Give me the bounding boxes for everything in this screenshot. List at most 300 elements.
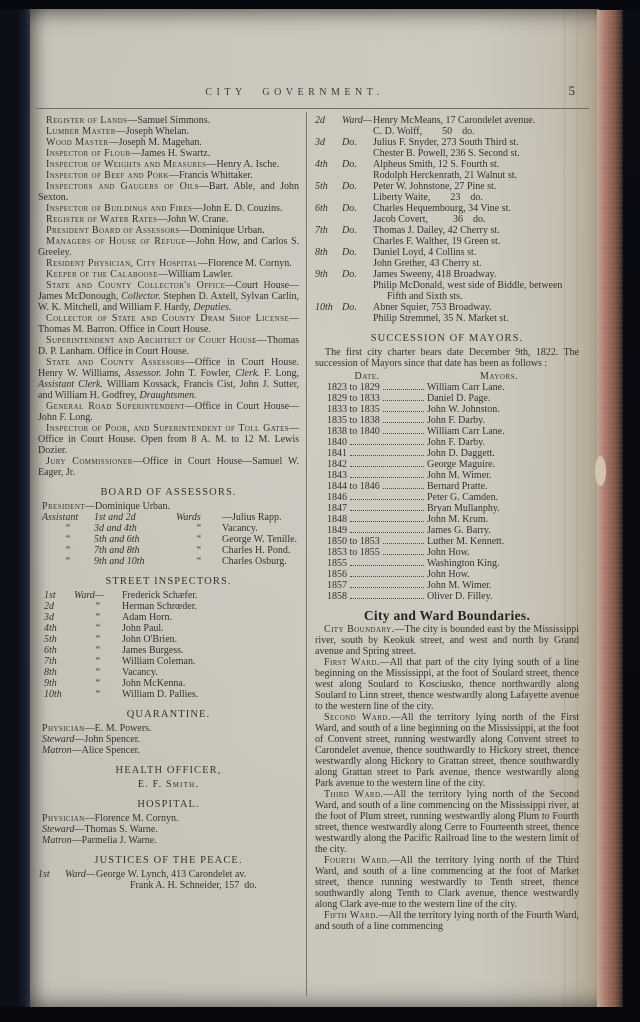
section-heading-street-inspectors: STREET INSPECTORS.: [105, 576, 232, 587]
assessor-cell: Assistant: [42, 512, 79, 523]
dot-leader: [350, 444, 424, 445]
small-caps-text: General Road Superintendent: [46, 401, 185, 412]
street-cell: “: [95, 623, 101, 634]
assessor-cell: 5th and 6th: [94, 534, 140, 545]
officer-entry: [38, 258, 299, 269]
justice-ward-word: Do.: [342, 269, 357, 280]
justice-line: Thomas J. Dailey, 42 Cherry st.: [373, 225, 500, 236]
plain-text: —Thomas D. P. Lanham. Office in Court House.: [38, 335, 300, 357]
officer-entry: [38, 313, 299, 335]
street-cell: Ward—: [74, 590, 104, 601]
mayors-col-date: Date.: [354, 371, 380, 382]
boundary-text: —All that part of the city lying south of a line beginning on the Mississippi, at the foot of Soulard street, thence west along Soulard to Kosciusko, thence northwardly along Soulard to Linn street, thence westwardly along Lafayette avenue to the western line of the city.: [315, 657, 579, 712]
justice-line: Frank A. H. Schneider, 157 do.: [130, 880, 257, 891]
street-cell: 4th: [44, 623, 57, 634]
dot-leader: [350, 455, 424, 456]
assessor-row: [38, 523, 299, 534]
background-top-band: [0, 0, 640, 9]
dot-leader: [350, 499, 424, 500]
book-fore-edge: [597, 10, 623, 1007]
justice-ward-label: [315, 159, 373, 181]
italic-text: Clerk.: [235, 368, 260, 379]
assessor-cell: Vacancy.: [222, 523, 258, 534]
justice-group: [315, 159, 579, 181]
small-caps-text: Inspectors and Gaugers of Oils: [46, 181, 199, 192]
justice-lines: [373, 225, 579, 247]
plain-text: —Dominique Urban.: [179, 225, 265, 236]
mayor-date: 1858: [327, 591, 347, 602]
plain-text: —Florence M. Cornyn.: [84, 813, 179, 824]
italic-text: Assessor.: [124, 368, 162, 379]
justice-ward-word: Do.: [342, 302, 357, 313]
street-cell: “: [95, 656, 101, 667]
street-inspector-row: [38, 667, 299, 678]
mayor-row: [315, 481, 579, 492]
plain-text: —Office in Court House—Samuel W. Eager, Jr.: [38, 456, 300, 478]
street-cell: “: [95, 689, 101, 700]
assessor-cell: 7th and 8th: [94, 545, 140, 556]
justice-ward-word: Do.: [342, 203, 357, 214]
mayor-row: [315, 569, 579, 580]
staff-entry: [38, 835, 299, 846]
justice-ward-number: 2d: [315, 115, 325, 126]
mayor-date: 1848: [327, 514, 347, 525]
assessor-cell: “: [65, 556, 71, 567]
plain-text: —Court House—James McDonough,: [38, 280, 300, 302]
mayor-row: [315, 525, 579, 536]
justice-ward-word: Do.: [342, 159, 357, 170]
justice-ward-number: 9th: [315, 269, 328, 280]
boundary-lead: City Boundary.: [324, 624, 395, 635]
staff-entry: [38, 745, 299, 756]
dot-leader: [350, 598, 424, 599]
street-cell: John Paul.: [122, 623, 164, 634]
justice-group: [315, 269, 579, 302]
small-caps-text: Superintendent and Architect of Court House: [46, 335, 257, 346]
section-heading-justices: JUSTICES OF THE PEACE.: [94, 855, 243, 866]
mayor-name: John M. Krum.: [427, 514, 489, 525]
justice-line: George W. Lynch, 413 Carondelet av.: [96, 869, 247, 880]
section-heading-mayors: SUCCESSION OF MAYORS.: [370, 333, 524, 344]
dot-leader: [350, 565, 424, 566]
justices-right-groups: [315, 115, 579, 324]
mayor-date: 1838 to 1840: [327, 426, 380, 437]
street-cell: William D. Pallies.: [122, 689, 199, 700]
plain-text: —John Spencer.: [74, 734, 140, 745]
plain-text: —Office in Court House. Henry W. Williams,: [38, 357, 300, 379]
mayor-name: John D. Daggett.: [427, 448, 495, 459]
dot-leader: [383, 554, 424, 555]
officer-entry: [38, 335, 299, 357]
section-heading-assessors: BOARD OF ASSESSORS.: [100, 487, 237, 498]
mayor-name: James G. Barry.: [427, 525, 491, 536]
dot-leader: [383, 422, 424, 423]
small-caps-text: Lumber Master: [46, 126, 116, 137]
officer-entry: [38, 401, 299, 423]
dot-leader: [383, 488, 424, 489]
officer-entry: [38, 159, 299, 170]
dot-leader: [350, 587, 424, 588]
mayor-name: John How.: [427, 569, 470, 580]
justice-line: Chester B. Powell, 236 S. Second st.: [373, 148, 520, 159]
small-caps-text: Managers of House of Refuge: [46, 236, 186, 247]
plain-text: —Bart. Able, and John Sexton.: [38, 181, 300, 203]
mayor-name: William Carr Lane.: [427, 426, 505, 437]
mayor-date: 1847: [327, 503, 347, 514]
mayor-name: John W. Johnston.: [427, 404, 500, 415]
street-cell: 9th: [44, 678, 57, 689]
assessor-cell: Charles Osburg.: [222, 556, 287, 567]
mayor-row: [315, 492, 579, 503]
italic-text: Steward: [42, 734, 75, 745]
plain-text: F. Long,: [259, 368, 300, 379]
small-caps-text: Inspector of Buildings and Fires: [46, 203, 193, 214]
officer-entry: [38, 137, 299, 148]
mayor-name: George Maguire.: [427, 459, 496, 470]
street-cell: “: [95, 678, 101, 689]
mayor-row: [315, 580, 579, 591]
dot-leader: [350, 532, 424, 533]
justice-ward-word: Do.: [342, 137, 357, 148]
mayor-name: John How.: [427, 547, 470, 558]
small-caps-text: Physician: [42, 813, 85, 824]
officer-entry: [38, 126, 299, 137]
justice-line: Henry McMeans, 17 Carondelet avenue.: [373, 115, 536, 126]
mayor-date: 1844 to 1846: [327, 481, 380, 492]
officer-entry: [38, 225, 299, 236]
section-heading-quarantine: QUARANTINE.: [126, 709, 211, 720]
justice-line: Peter W. Johnstone, 27 Pine st.: [373, 181, 497, 192]
mayor-name: Washington King.: [427, 558, 500, 569]
small-caps-text: Inspector of Flour: [46, 148, 131, 159]
boundary-text: —All the territory lying north of the Fourth Ward, and south of a line commencing: [315, 910, 579, 932]
plain-text: —Thomas M. Barron. Office in Court House.: [38, 313, 300, 335]
street-inspector-row: [38, 656, 299, 667]
officer-entry: [38, 357, 299, 401]
mayors-col-name: Mayors.: [480, 371, 518, 382]
street-cell: Herman Schrœder.: [122, 601, 197, 612]
justice-line: C. D. Wolff, 50 do.: [373, 126, 475, 137]
mayor-name: John F. Darby.: [427, 437, 485, 448]
street-cell: “: [95, 601, 101, 612]
officer-entry: [38, 456, 299, 478]
justice-lines: [373, 159, 579, 181]
justice-line: John Grether, 43 Cherry st.: [373, 258, 482, 269]
officer-entry: [38, 236, 299, 258]
boundary-paragraph: [315, 624, 579, 657]
mayor-name: Peter G. Camden.: [427, 492, 499, 503]
small-caps-text: Physician: [42, 723, 85, 734]
justice-ward-label: [315, 137, 373, 159]
mayor-name: John F. Darby.: [427, 415, 485, 426]
mayor-name: William Carr Lane.: [427, 382, 505, 393]
dot-leader: [350, 477, 424, 478]
justice-lines: [373, 247, 579, 269]
page-running-title: CITY GOVERNMENT.: [205, 87, 384, 98]
background-bottom-band: [0, 1007, 640, 1022]
justice-ward-label: [315, 269, 373, 302]
justice-ward-number: 1st: [38, 869, 50, 880]
justice-ward-number: 5th: [315, 181, 328, 192]
street-cell: “: [95, 667, 101, 678]
justice-ward-label: [315, 115, 373, 137]
section-heading-health-officer: HEALTH OFFICER,: [115, 765, 222, 776]
officer-list: [38, 115, 299, 478]
plain-text: —Francis Whittaker.: [168, 170, 253, 181]
justice-line: Daniel Loyd, 4 Collins st.: [373, 247, 477, 258]
street-inspector-row: [38, 645, 299, 656]
assessor-cell: “: [196, 523, 202, 534]
dot-leader: [350, 576, 424, 577]
street-cell: 5th: [44, 634, 57, 645]
street-cell: 7th: [44, 656, 57, 667]
italic-text: Steward: [42, 824, 75, 835]
officer-entry: [38, 280, 299, 313]
plain-text: —Henry A. Ische.: [206, 159, 280, 170]
street-cell: Adam Horn.: [122, 612, 172, 623]
justice-line: Rodolph Herckenrath, 21 Walnut st.: [373, 170, 517, 181]
justice-lines: [373, 181, 579, 203]
left-column: [36, 112, 306, 996]
assessor-cell: 1st and 2d: [94, 512, 136, 523]
small-caps-text: Inspector of Weights and Measures: [46, 159, 207, 170]
street-inspector-row: [38, 689, 299, 700]
boundary-paragraph: [315, 855, 579, 910]
plain-text: —James H. Swartz.: [130, 148, 211, 159]
justice-group: [315, 247, 579, 269]
small-caps-text: President Board of Assessors: [46, 225, 180, 236]
small-caps-text: Resident Physician, City Hospital: [46, 258, 198, 269]
mayor-row: [315, 591, 579, 602]
officer-entry: [38, 203, 299, 214]
mayor-date: 1853 to 1855: [327, 547, 380, 558]
dot-leader: [350, 510, 424, 511]
justice-line: Charles Hequembourg, 34 Vine st.: [373, 203, 511, 214]
street-inspector-row: [38, 634, 299, 645]
mayor-name: Bernard Pratte.: [427, 481, 488, 492]
street-cell: “: [95, 645, 101, 656]
plain-text: —Joseph M. Magehan.: [108, 137, 202, 148]
assessor-row: [38, 545, 299, 556]
mayor-name: John M. Wimer.: [427, 580, 492, 591]
justice-ward-word: Do.: [342, 247, 357, 258]
justice-ward-label: [315, 203, 373, 225]
mayor-date: 1835 to 1838: [327, 415, 380, 426]
two-column-text: [36, 112, 581, 996]
mayor-name: Daniel D. Page.: [427, 393, 491, 404]
small-caps-text: Wood Master: [46, 137, 109, 148]
justice-line: Abner Squier, 753 Broadway.: [373, 302, 492, 313]
justice-ward-number: 6th: [315, 203, 328, 214]
assessor-cell: “: [196, 556, 202, 567]
right-column: [307, 112, 581, 996]
dot-leader: [383, 400, 424, 401]
assessor-cell: —Julius Rapp.: [222, 512, 282, 523]
mayors-intro: The first city charter bears date December 9th, 1822. The succession of Mayors since that date has been as follows :: [315, 347, 579, 369]
mayor-row: [315, 404, 579, 415]
plain-text: —William Lawler.: [157, 269, 234, 280]
plain-text: —Office in Court House. Open from 8 A. M. to 12 M. Lewis Dozier.: [38, 423, 300, 456]
mayors-table-rows: [315, 382, 579, 602]
boundary-text: —All the territory lying north of the Third Ward, and south of a line commencing at the foot of Market street, thence running westwardly to Tenth street, thence southwardly along Tenth to Clark avenue, thence westwardly along Clark ave-nue to the western line of the city.: [315, 855, 579, 910]
street-cell: 8th: [44, 667, 57, 678]
boundary-paragraph: [315, 712, 579, 789]
mayor-date: 1841: [327, 448, 347, 459]
boundary-paragraphs: [315, 624, 579, 932]
mayor-date: 1856: [327, 569, 347, 580]
assessor-row: [38, 534, 299, 545]
justice-lines: [373, 203, 579, 225]
street-cell: William Coleman.: [122, 656, 196, 667]
justice-group: [315, 225, 579, 247]
mayor-date: 1842: [327, 459, 347, 470]
mayor-row: [315, 547, 579, 558]
justice-lines: [373, 115, 579, 137]
page-number: 5: [568, 83, 575, 98]
assessor-cell: Charles H. Pond.: [222, 545, 291, 556]
justice-ward-label: [315, 247, 373, 269]
justice-ward-label: [38, 869, 96, 891]
italic-text: Collector.: [121, 291, 161, 302]
plain-text: John T. Fowler,: [161, 368, 236, 379]
boundary-lead: First Ward.: [324, 657, 380, 668]
mayor-date: 1857: [327, 580, 347, 591]
officer-entry: [38, 181, 299, 203]
officer-entry: [38, 423, 299, 456]
assessor-cell: George W. Tenille.: [222, 534, 298, 545]
quarantine-staff: [38, 723, 299, 756]
assessor-cell: Wards: [176, 512, 201, 523]
boundary-text: —All the territory lying north of the Second Ward, and south of a line commencing on the Mississippi river, at the foot of Plum street, running westwardly along Plum to Fourth street, thence westwardly along Cerre to Fourteenth street, thence westwardly along the Pacific Railroad line to the western limit of the city.: [315, 789, 579, 855]
section-heading-hospital: HOSPITAL.: [137, 799, 200, 810]
staff-entry: [38, 734, 299, 745]
assessor-row: [38, 556, 299, 567]
small-caps-text: Inspector of Beef and Pork: [46, 170, 169, 181]
small-caps-text: President: [42, 501, 85, 512]
italic-text: Matron: [42, 745, 72, 756]
small-caps-text: Register of Lands: [46, 115, 128, 126]
mayor-row: [315, 415, 579, 426]
street-cell: Vacancy.: [122, 667, 158, 678]
small-caps-text: Collector of State and County Dram Shop License: [46, 313, 290, 324]
officer-entry: [38, 170, 299, 181]
street-cell: John McKenna.: [122, 678, 186, 689]
street-inspector-row: [38, 678, 299, 689]
assessor-row: [38, 512, 299, 523]
mayor-row: [315, 459, 579, 470]
staff-entry: [38, 824, 299, 835]
header-rule: [36, 108, 589, 109]
mayor-date: 1833 to 1835: [327, 404, 380, 415]
assessor-cell: 9th and 10th: [94, 556, 145, 567]
justice-line: Julius F. Snyder, 273 South Third st.: [373, 137, 519, 148]
boundary-text: —All the territory lying north of the First Ward, and south of a line beginning on the Mississippi, at the foot of Convent street, running westwardly along Convent street to Carondelet avenue, thence southwardly to Hickory street, thence westwardly along Hickory to Grattan street, thence southwardly along Grattan street to Park avenue, thence westwardly along Park avenue to the western line of the city.: [315, 712, 579, 789]
street-cell: “: [95, 612, 101, 623]
mayor-date: 1840: [327, 437, 347, 448]
book-cover-left-edge: [0, 0, 30, 1022]
justice-ward-word: Ward—: [342, 115, 372, 126]
justice-ward-label: [315, 181, 373, 203]
assessor-cell: “: [196, 534, 202, 545]
plain-text: —Alice Spencer.: [71, 745, 140, 756]
mayor-row: [315, 503, 579, 514]
officer-entry: [38, 214, 299, 225]
justice-line: James Sweeny, 418 Broadway.: [373, 269, 497, 280]
street-cell: “: [95, 634, 101, 645]
justice-lines: [373, 137, 579, 159]
mayor-row: [315, 437, 579, 448]
justice-ward-word: Ward—: [65, 869, 95, 880]
assessor-cell: 3d and 4th: [94, 523, 137, 534]
plain-text: Stephen D. Axtell, Sylvan Carlin, W. K. Mitchell, and William F. Hardy,: [38, 291, 300, 313]
mayor-row: [315, 426, 579, 437]
street-cell: Frederick Schæfer.: [122, 590, 198, 601]
mayor-row: [315, 470, 579, 481]
boundary-paragraph: [315, 657, 579, 712]
street-inspector-rows: [38, 590, 299, 700]
book-page: [30, 9, 599, 1008]
mayor-name: Bryan Mullanphy.: [427, 503, 500, 514]
italic-text: Assistant Clerk.: [38, 379, 103, 390]
justice-line: Philip Stremmel, 35 N. Market st.: [373, 313, 509, 324]
street-cell: 2d: [44, 601, 54, 612]
boundary-paragraph: [315, 910, 579, 932]
mayor-date: 1850 to 1853: [327, 536, 380, 547]
hospital-staff: [38, 813, 299, 846]
plain-text: —Joseph Whelan.: [115, 126, 189, 137]
justice-ward-number: 4th: [315, 159, 328, 170]
justice-group: [315, 115, 579, 137]
justice-group: [38, 869, 299, 891]
justice-line: Alpheus Smith, 12 S. Fourth st.: [373, 159, 500, 170]
justice-ward-number: 7th: [315, 225, 328, 236]
staff-entry: [38, 723, 299, 734]
street-inspector-row: [38, 601, 299, 612]
small-caps-text: Inspector of Poor, and Superintendent of Toll Gates: [46, 423, 290, 434]
justice-ward-word: Do.: [342, 225, 357, 236]
plain-text: —John How, and Carlos S. Greeley.: [38, 236, 300, 258]
small-caps-text: Jury Commissioner: [46, 456, 133, 467]
plain-text: —John E. D. Couzins.: [192, 203, 283, 214]
mayor-name: Oliver D. Filley.: [427, 591, 493, 602]
street-cell: 10th: [44, 689, 62, 700]
dot-leader: [350, 466, 424, 467]
justice-group: [315, 302, 579, 324]
officer-entry: [38, 148, 299, 159]
justice-ward-word: Do.: [342, 181, 357, 192]
plain-text: —Florence M. Cornyn.: [197, 258, 292, 269]
mayor-name: John M. Wimer.: [427, 470, 492, 481]
justice-group: [315, 181, 579, 203]
street-inspector-row: [38, 612, 299, 623]
boundary-lead: Second Ward.: [324, 712, 391, 723]
justice-lines: [373, 302, 579, 324]
justice-ward-number: 3d: [315, 137, 325, 148]
section-heading-boundaries: City and Ward Boundaries.: [363, 608, 531, 623]
justice-line: Liberty Waite, 23 do.: [373, 192, 483, 203]
mayor-date: 1823 to 1829: [327, 382, 380, 393]
italic-text: Deputies.: [193, 302, 232, 313]
plain-text: —Office in Court House—John F. Long.: [38, 401, 300, 423]
assessor-cell: “: [196, 545, 202, 556]
italic-text: Draughtsmen.: [139, 390, 197, 401]
justice-group: [315, 137, 579, 159]
mayor-row: [315, 448, 579, 459]
dot-leader: [383, 433, 424, 434]
mayor-date: 1849: [327, 525, 347, 536]
plain-text: William Kossack, Francis Cist, John J. Sutter, and William H. Godfrey,: [38, 379, 300, 401]
justice-group: [315, 203, 579, 225]
